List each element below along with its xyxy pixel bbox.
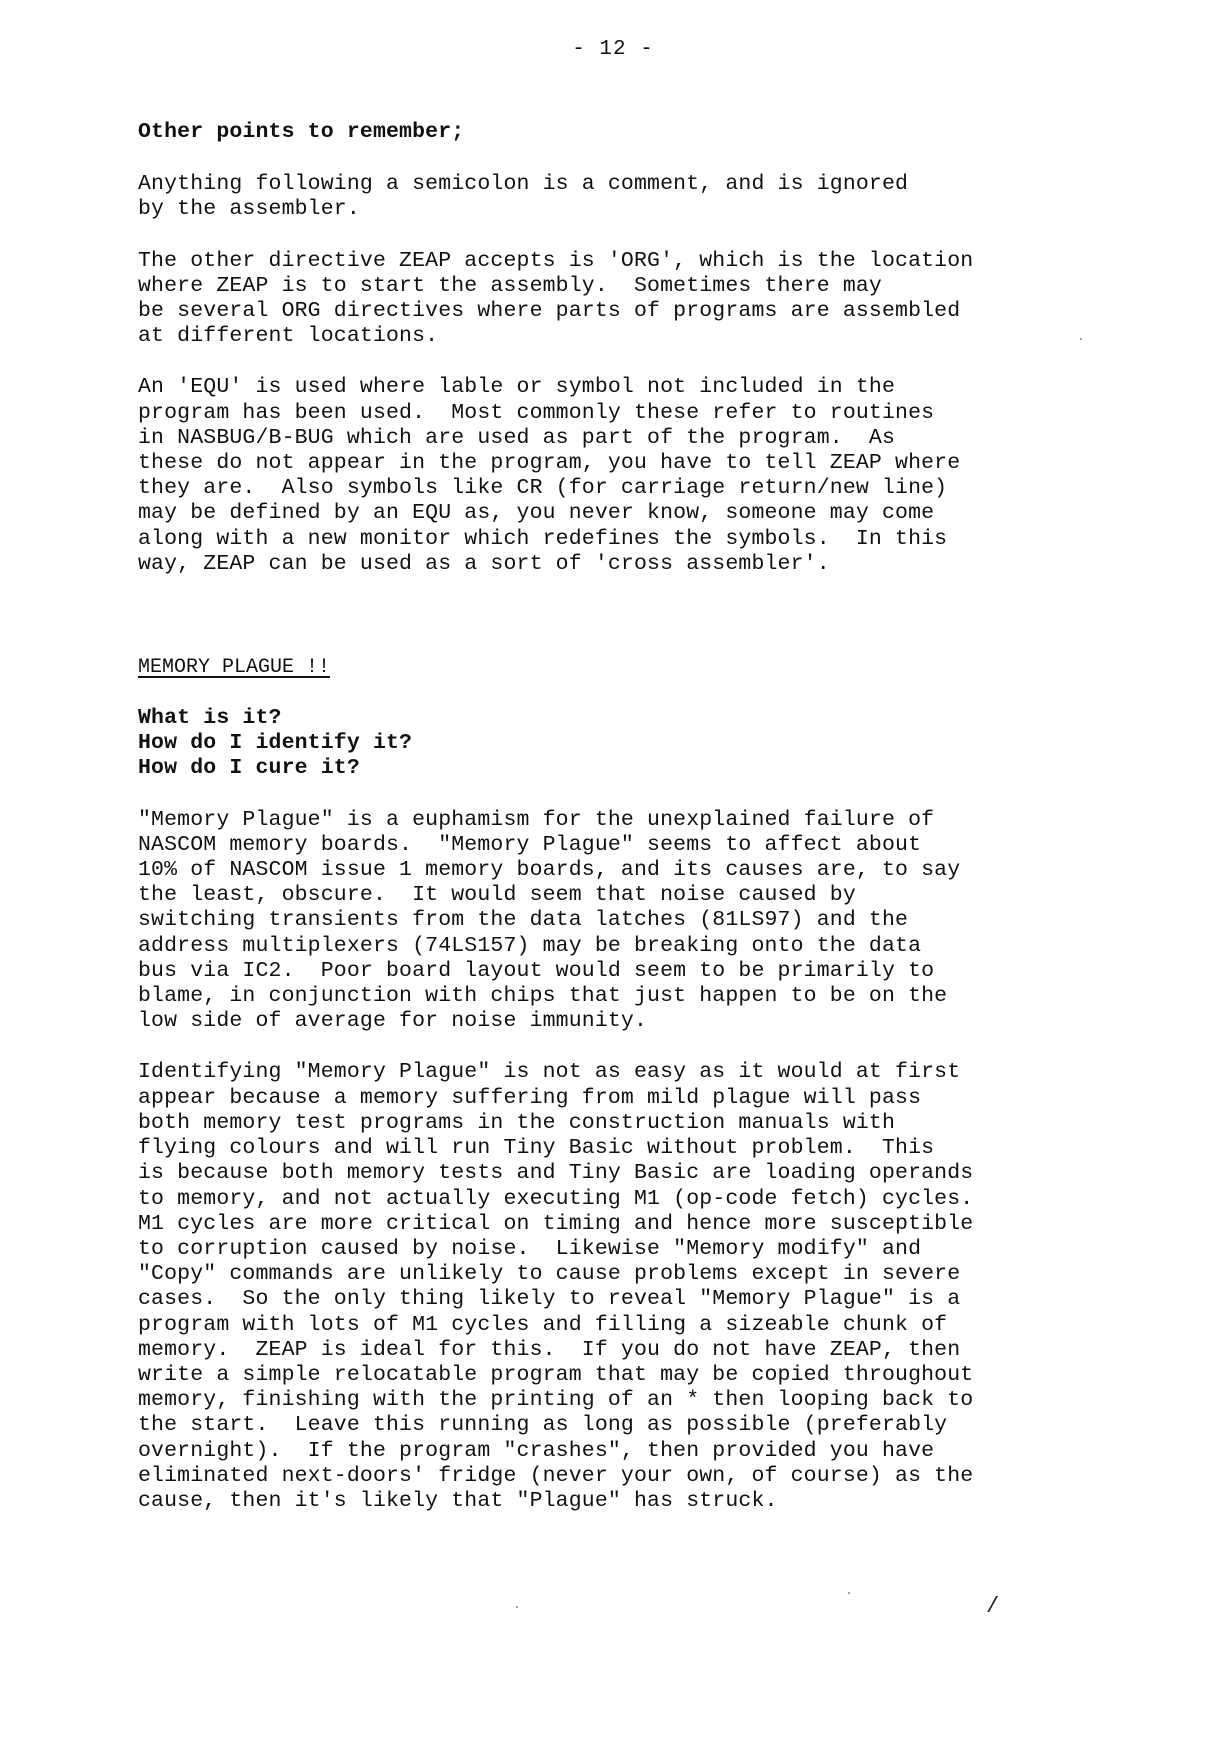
text-line: these do not appear in the program, you have to tell ZEAP where — [138, 451, 961, 476]
page-number: - 12 - — [572, 38, 654, 61]
scan-speck — [848, 1592, 850, 1594]
text-line: way, ZEAP can be used as a sort of 'cross assembler'. — [138, 551, 830, 576]
text-line: NASCOM memory boards. "Memory Plague" seems to affect about — [138, 832, 922, 857]
text-line: may be defined by an EQU as, you never know, someone may come — [138, 501, 935, 526]
text-line: The other directive ZEAP accepts is 'ORG', which is the location — [138, 248, 974, 273]
section-heading-other-points: Other points to remember; — [138, 120, 465, 144]
text-line: bus via IC2. Poor board layout would seem to be primarily to — [138, 958, 935, 983]
text-line: in NASBUG/B-BUG which are used as part of the program. As — [138, 425, 896, 450]
scan-speck — [516, 1606, 518, 1608]
text-line: be several ORG directives where parts of programs are assembled — [138, 299, 961, 324]
question-item: How do I identify it? — [138, 731, 413, 756]
text-line: 10% of NASCOM issue 1 memory boards, and its causes are, to say — [138, 858, 961, 883]
text-line: low side of average for noise immunity. — [138, 1009, 648, 1034]
text-line: by the assembler. — [138, 197, 360, 222]
text-line: M1 cycles are more critical on timing and hence more susceptible — [138, 1211, 974, 1236]
text-line: flying colours and will run Tiny Basic without problem. This — [138, 1136, 935, 1161]
text-line: at different locations. — [138, 324, 439, 349]
text-line: cause, then it's likely that "Plague" has struck. — [138, 1488, 778, 1513]
continuation-mark: / — [986, 1594, 1000, 1619]
question-list — [138, 706, 1098, 782]
text-line: memory. ZEAP is ideal for this. If you do not have ZEAP, then — [138, 1337, 961, 1362]
text-line: where ZEAP is to start the assembly. Sometimes there may — [138, 273, 882, 298]
text-line: Identifying "Memory Plague" is not as easy as it would at first — [138, 1060, 961, 1085]
text-line: the start. Leave this running as long as possible (preferably — [138, 1413, 948, 1438]
paragraph-org-directive — [138, 249, 1098, 350]
text-line: appear because a memory suffering from mild plague will pass — [138, 1085, 922, 1110]
paragraph-definition — [138, 808, 1098, 1035]
scan-speck — [1080, 338, 1082, 340]
text-line: memory, finishing with the printing of an * then looping back to — [138, 1388, 974, 1413]
text-line: cases. So the only thing likely to reveal "Memory Plague" is a — [138, 1287, 961, 1312]
question-item: How do I cure it? — [138, 756, 360, 781]
text-line: "Memory Plague" is a euphamism for the unexplained failure of — [138, 807, 935, 832]
text-line: they are. Also symbols like CR (for carriage return/new line) — [138, 476, 948, 501]
paragraph-identifying — [138, 1060, 1098, 1514]
text-line: along with a new monitor which redefines the symbols. In this — [138, 526, 948, 551]
text-line: is because both memory tests and Tiny Basic are loading operands — [138, 1161, 974, 1186]
text-line: overnight). If the program "crashes", then provided you have — [138, 1438, 935, 1463]
text-line: the least, obscure. It would seem that noise caused by — [138, 883, 856, 908]
document-body — [138, 120, 1098, 1514]
section-heading-memory-plague: MEMORY PLAGUE !! — [138, 656, 331, 680]
text-line: to corruption caused by noise. Likewise "Memory modify" and — [138, 1236, 922, 1261]
text-line: eliminated next-doors' fridge (never your own, of course) as the — [138, 1463, 974, 1488]
text-line: An 'EQU' is used where lable or symbol not included in the — [138, 375, 896, 400]
text-line: "Copy" commands are unlikely to cause problems except in severe — [138, 1262, 961, 1287]
text-line: write a simple relocatable program that may be copied throughout — [138, 1362, 974, 1387]
text-line: program with lots of M1 cycles and filling a sizeable chunk of — [138, 1312, 948, 1337]
paragraph-equ-directive — [138, 375, 1098, 577]
text-line: address multiplexers (74LS157) may be breaking onto the data — [138, 933, 922, 958]
paragraph-comment — [138, 172, 1098, 222]
text-line: Anything following a semicolon is a comment, and is ignored — [138, 172, 909, 197]
text-line: switching transients from the data latches (81LS97) and the — [138, 908, 909, 933]
text-line: both memory test programs in the construction manuals with — [138, 1110, 896, 1135]
question-item: What is it? — [138, 706, 282, 731]
text-line: blame, in conjunction with chips that just happen to be on the — [138, 984, 948, 1009]
text-line: program has been used. Most commonly these refer to routines — [138, 400, 935, 425]
text-line: to memory, and not actually executing M1 (op-code fetch) cycles. — [138, 1186, 974, 1211]
